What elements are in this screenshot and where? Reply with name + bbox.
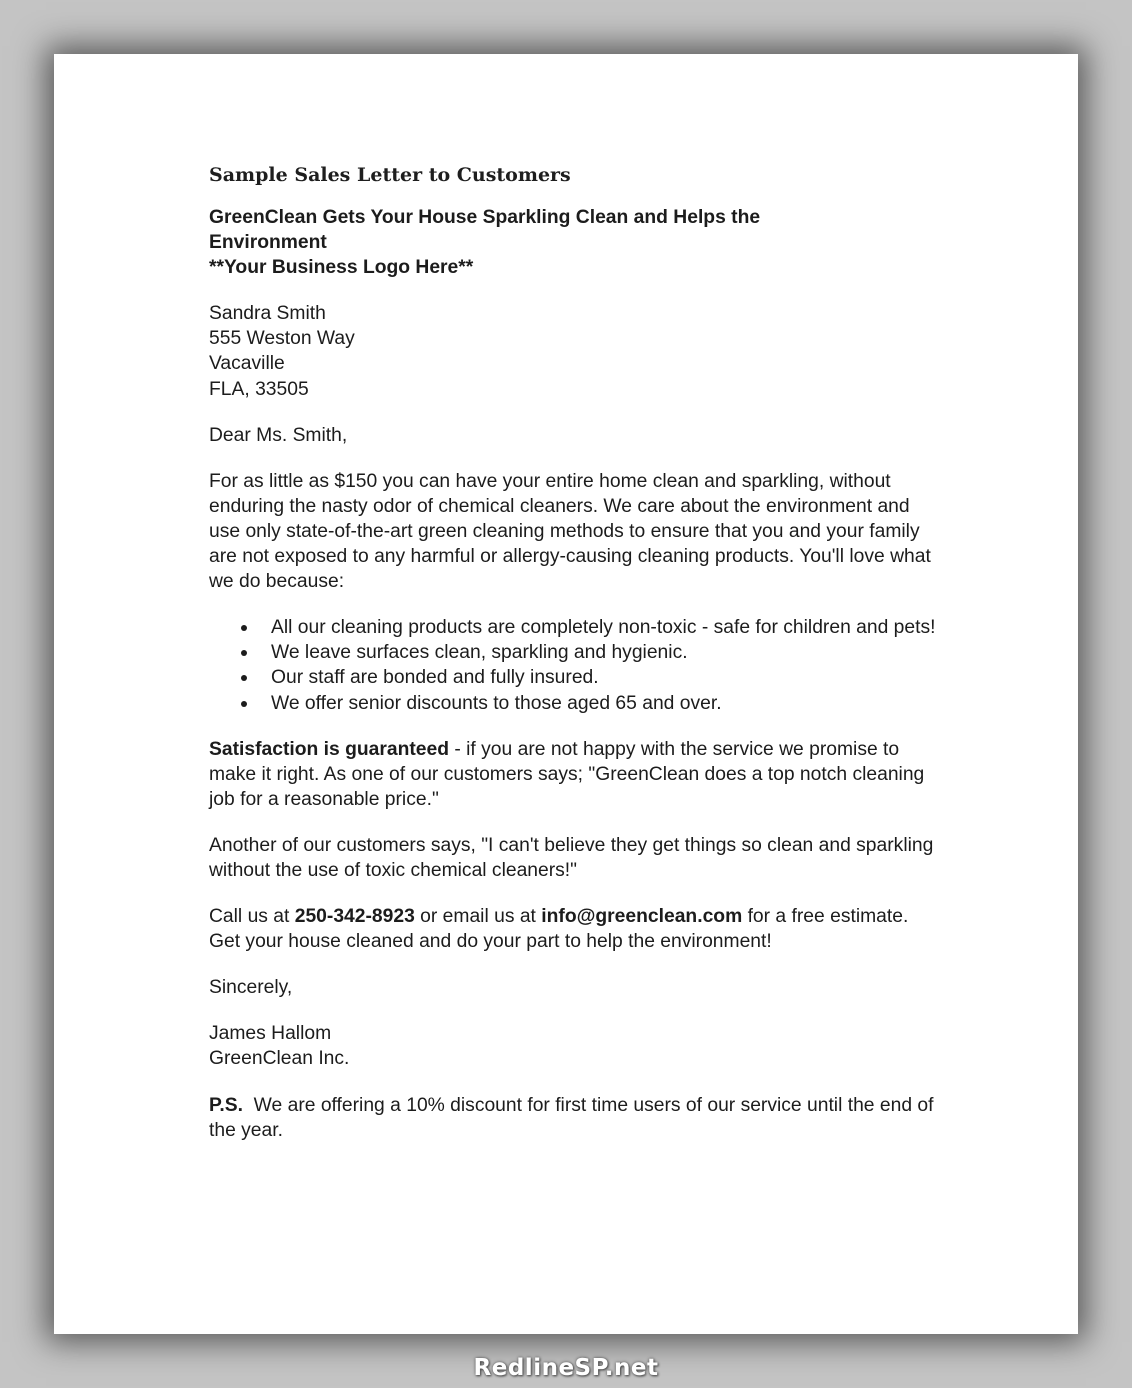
letter-headline [209,205,939,280]
recipient-address [209,301,939,401]
recipient-name: Sandra Smith [209,303,326,325]
list-item: All our cleaning products are completely non-toxic - safe for children and pets! [271,615,939,640]
list-item: Our staff are bonded and fully insured. [271,665,939,690]
letter-page [54,54,1078,1334]
satisfaction-bold: Satisfaction is guaranteed [209,738,450,760]
signature-block [209,1021,939,1071]
cta-suffix: for a free estimate. Get your house cleaned and do your part to help the environment! [209,906,909,953]
cta-middle: or email us at [414,906,542,928]
recipient-street: 555 Weston Way [209,328,355,350]
recipient-state-zip: FLA, 33505 [209,378,309,400]
email-address: info@greenclean.com [541,906,743,928]
list-item: We leave surfaces clean, sparkling and hygienic. [271,640,939,665]
benefits-list [209,615,939,715]
recipient-city: Vacaville [209,353,285,375]
document-title: Sample Sales Letter to Customers [209,164,571,186]
logo-placeholder: **Your Business Logo Here** [209,257,474,279]
phone-number: 250-342-8923 [294,906,415,928]
satisfaction-paragraph [209,737,939,812]
cta-paragraph [209,904,939,954]
letter-content [209,162,939,1164]
closing: Sincerely, [209,977,293,999]
intro-paragraph: For as little as $150 you can have your entire home clean and sparkling, without enduring the nasty odor of chemical cleaners. We care about the environment and use only state-of-the-art green cleaning methods to ensure that you and your family are not exposed to any harmful or allergy-causing cleaning products. You'll love what we do because: [209,470,931,593]
signer-company: GreenClean Inc. [209,1048,350,1070]
salutation: Dear Ms. Smith, [209,424,348,446]
list-item: We offer senior discounts to those aged 65 and over. [271,691,939,716]
cta-prefix: Call us at [209,906,295,928]
signer-name: James Hallom [209,1023,332,1045]
headline-line-2: Environment [209,232,327,254]
satisfaction-text: - if you are not happy with the service we promise to make it right. As one of our customers says; "GreenClean does a top notch cleaning job for a reasonable price." [209,738,925,810]
site-watermark: RedlineSP.net [473,1355,659,1381]
headline-line-1: GreenClean Gets Your House Sparkling Clean and Helps the [209,207,761,228]
ps-text: We are offering a 10% discount for first time users of our service until the end of the year. [209,1094,939,1141]
ps-label: P.S. [209,1094,243,1116]
testimonial-paragraph: Another of our customers says, "I can't believe they get things so clean and sparkling without the use of toxic chemical cleaners!" [209,834,934,881]
postscript [209,1093,939,1143]
